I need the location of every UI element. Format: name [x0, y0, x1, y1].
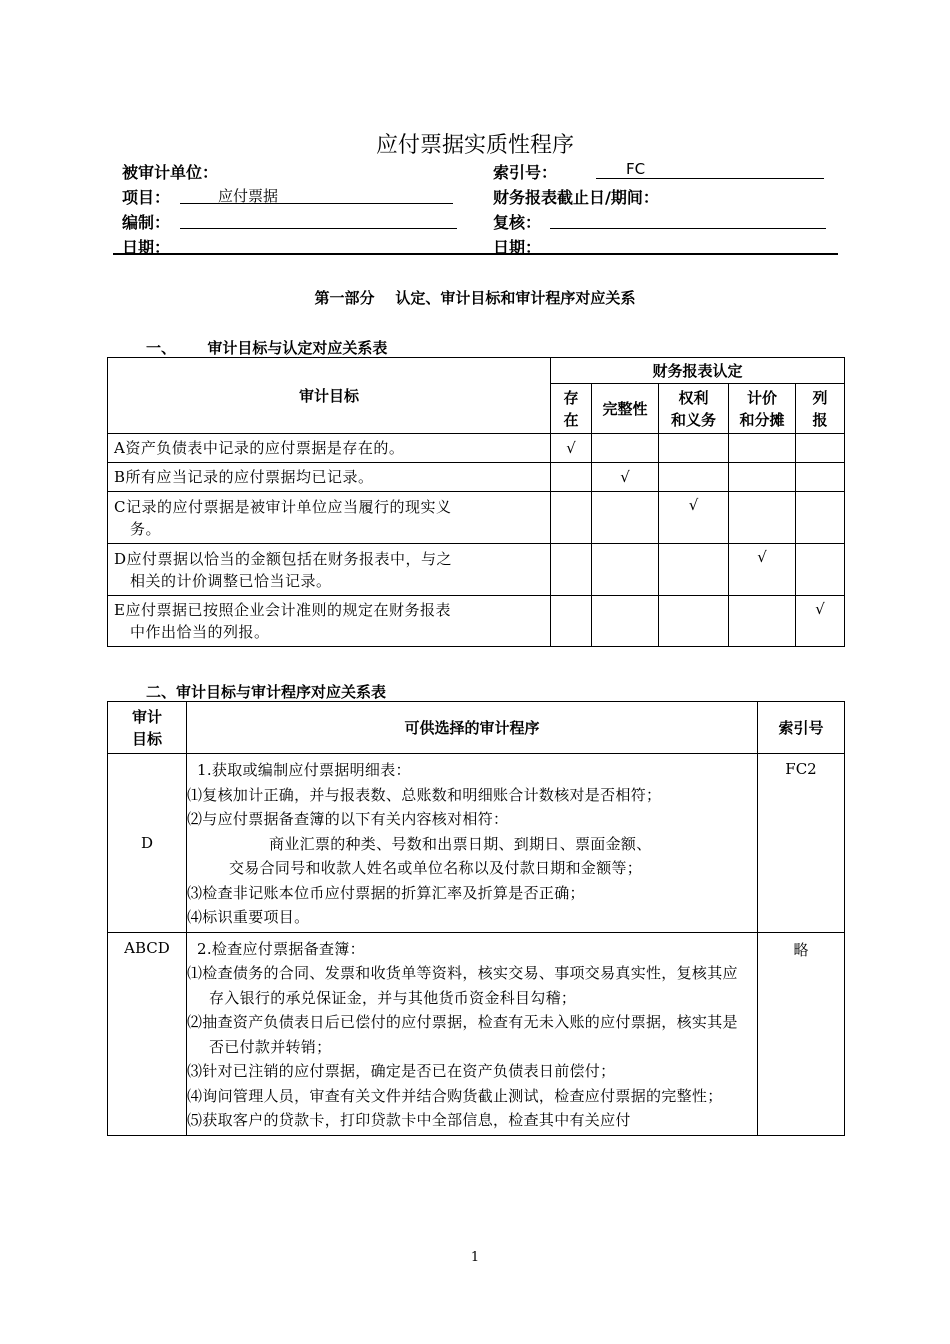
- procedure-line: ⑷标识重要项目。: [187, 908, 310, 926]
- procedure-line: 1.获取或编制应付票据明细表：: [197, 761, 411, 779]
- reviewed-label: 复核：: [493, 213, 542, 232]
- check-cell: [659, 544, 729, 596]
- check-cell: [796, 544, 845, 596]
- check-cell: [796, 492, 845, 544]
- page-number: 1: [470, 1250, 480, 1265]
- objective-cell: [108, 463, 551, 492]
- check-cell: √: [729, 544, 796, 596]
- assertion-completeness: 完整性: [592, 384, 659, 434]
- prepared-label: 编制：: [122, 213, 171, 232]
- procedure-line: ⑸获取客户的贷款卡，打印贷款卡中全部信息，检查其中有关应付: [187, 1111, 631, 1129]
- index-cell: 略: [758, 932, 845, 1135]
- objective-text: B所有应当记录的应付票据均已记录。: [114, 468, 374, 486]
- table-row: [108, 434, 845, 463]
- date-label-right: 日期：: [493, 238, 542, 257]
- assertion-table: [107, 357, 845, 647]
- assertion-presentation: 列 报: [796, 384, 845, 434]
- assertion-valuation: 计价 和分摊: [729, 384, 796, 434]
- project-field: [180, 185, 453, 204]
- date-field-left: [180, 235, 457, 254]
- procedure-line: ⑴检查债务的合同、发票和收货单等资料，核实交易、事项交易真实性，复核其应存入银行的承兑保证金，并与其他货币资金科目勾稽；: [187, 964, 738, 1007]
- procedure-line: ⑵抽查资产负债表日后已偿付的应付票据，检查有无未入账的应付票据，核实其是否已付款并转销；: [187, 1013, 738, 1056]
- procedure-line: ⑴复核加计正确，并与报表数、总账数和明细账合计数核对是否相符；: [187, 785, 662, 804]
- objective-cell: [108, 434, 551, 463]
- check-cell: [551, 544, 592, 596]
- check-cell: √: [551, 434, 592, 463]
- period-label: 财务报表截止日/期间：: [493, 188, 659, 207]
- page-title: 应付票据实质性程序: [375, 133, 574, 158]
- index-value: FC: [626, 160, 646, 178]
- section1-title: 一、 审计目标与认定对应关系表: [146, 339, 388, 357]
- audited-unit-label: 被审计单位：: [122, 163, 219, 182]
- objective-text: D应付票据以恰当的金额包括在财务报表中，与之: [114, 549, 453, 568]
- assertion-group-header: 财务报表认定: [551, 358, 845, 384]
- check-cell: [592, 492, 659, 544]
- check-cell: [592, 544, 659, 596]
- procedure-line: ⑶检查非记账本位币应付票据的折算汇率及折算是否正确；: [187, 883, 585, 902]
- procedure-line: ⑶针对已注销的应付票据，确定是否已在资产负债表日前偿付；: [187, 1062, 616, 1080]
- prepared-field: [180, 210, 457, 229]
- project-value: 应付票据: [218, 187, 279, 205]
- check-cell: [729, 463, 796, 492]
- procedure-table: [107, 701, 845, 1136]
- check-cell: [796, 434, 845, 463]
- check-cell: [551, 463, 592, 492]
- index-field: [596, 160, 824, 179]
- index-cell: FC2: [758, 754, 845, 933]
- index-label: 索引号：: [493, 163, 558, 182]
- check-cell: [592, 434, 659, 463]
- objective-text-cont: 相关的计价调整已恰当记录。: [130, 571, 332, 590]
- assertion-existence: 存 在: [551, 384, 592, 434]
- check-cell: [729, 596, 796, 647]
- check-cell: [551, 492, 592, 544]
- reviewed-field: [550, 210, 826, 229]
- assertion-rights: 权利 和义务: [659, 384, 729, 434]
- objective-text: C记录的应付票据是被审计单位应当履行的现实义: [114, 497, 452, 516]
- procedure-line: 商业汇票的种类、号数和出票日期、到期日、票面金额、: [269, 834, 652, 853]
- objective-text-cont: 中作出恰当的列报。: [130, 623, 270, 641]
- objective-cell: [108, 596, 551, 647]
- goal-cell: D: [108, 754, 187, 933]
- index-header: 索引号: [758, 702, 845, 754]
- table-row: [108, 754, 845, 933]
- project-label: 项目：: [122, 188, 171, 207]
- section2-title: 二、审计目标与审计程序对应关系表: [146, 683, 387, 701]
- check-cell: √: [592, 463, 659, 492]
- procedure-header: 可供选择的审计程序: [187, 702, 758, 754]
- objective-cell: [108, 492, 551, 544]
- check-cell: [729, 492, 796, 544]
- table-row: [108, 463, 845, 492]
- goal-header: 审计 目标: [108, 702, 187, 754]
- objective-header: 审计目标: [108, 358, 551, 434]
- procedure-line: ⑵与应付票据备查簿的以下有关内容核对相符：: [187, 810, 509, 828]
- check-cell: [592, 596, 659, 647]
- part-title: 第一部分 认定、审计目标和审计程序对应关系: [314, 289, 636, 307]
- table-row: [108, 932, 845, 1135]
- date-field-right: [550, 235, 826, 254]
- objective-cell: [108, 544, 551, 596]
- procedure-line: ⑷询问管理人员，审查有关文件并结合购货截止测试，检查应付票据的完整性；: [187, 1086, 723, 1105]
- check-cell: √: [796, 596, 845, 647]
- check-cell: [796, 463, 845, 492]
- check-cell: √: [659, 492, 729, 544]
- table-row: [108, 596, 845, 647]
- table-row: [108, 492, 845, 544]
- date-label-left: 日期：: [122, 238, 171, 257]
- objective-text: E应付票据已按照企业会计准则的规定在财务报表: [114, 601, 451, 619]
- procedure-cell: [187, 932, 758, 1135]
- header-divider: [113, 253, 838, 255]
- goal-cell: ABCD: [108, 932, 187, 1135]
- check-cell: [551, 596, 592, 647]
- objective-text: A资产负债表中记录的应付票据是存在的。: [114, 439, 405, 457]
- check-cell: [659, 463, 729, 492]
- check-cell: [729, 434, 796, 463]
- check-cell: [659, 434, 729, 463]
- objective-text-cont: 务。: [130, 519, 162, 538]
- check-cell: [659, 596, 729, 647]
- procedure-line: 2.检查应付票据备查簿：: [197, 939, 365, 958]
- table-row: [108, 544, 845, 596]
- procedure-line: 交易合同号和收款人姓名或单位名称以及付款日期和金额等；: [229, 859, 643, 877]
- procedure-cell: [187, 754, 758, 933]
